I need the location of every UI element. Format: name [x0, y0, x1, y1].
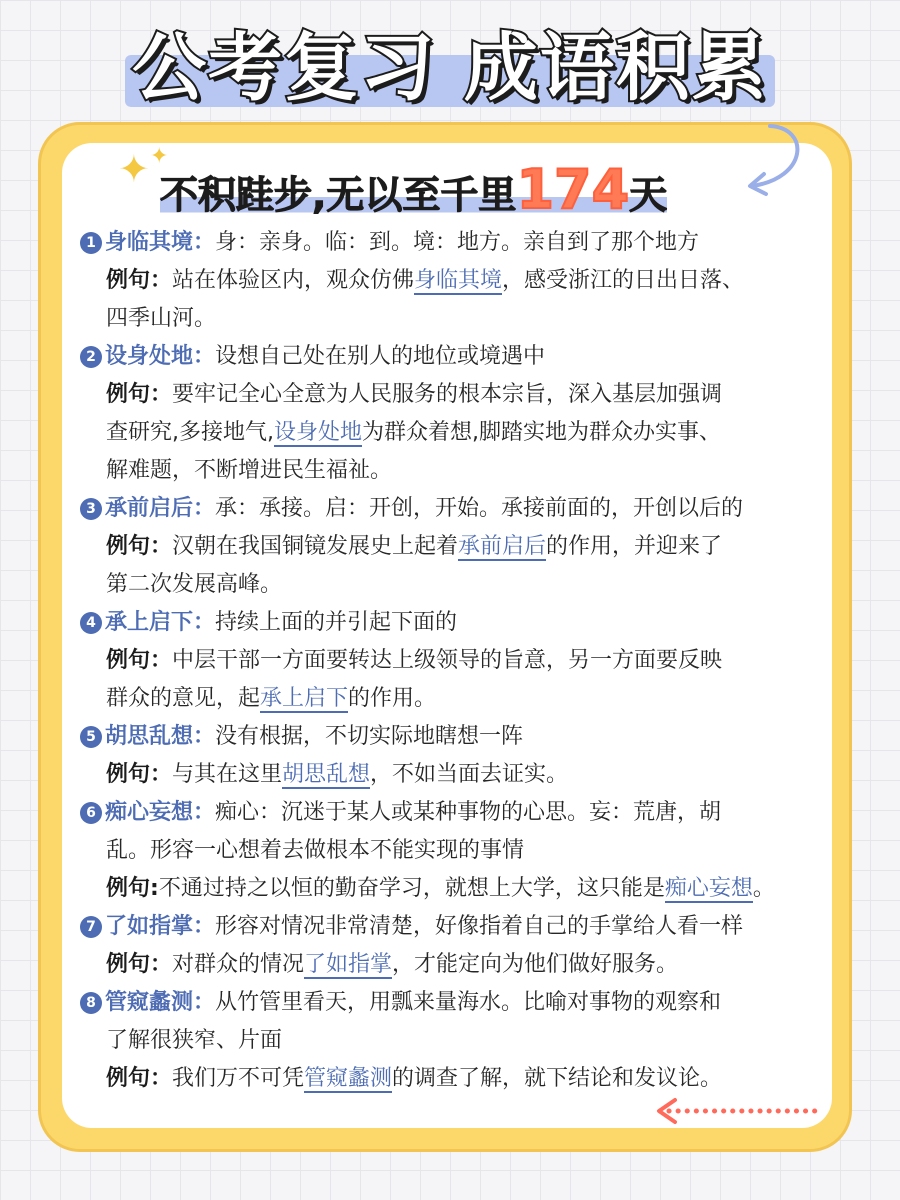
- idiom-item-7: 7 了如指掌：形容对情况非常清楚，好像指着自己的手掌给人看一样 例句：对群众的情况了如指掌，才能定向为他们做好服务。: [80, 908, 825, 984]
- sparkle-icon: ✦: [118, 147, 150, 191]
- idiom-item-4: 4 承上启下：持续上面的并引起下面的 例句：中层干部一方面要转达上级领导的旨意，另一方面要反映 群众的意见，起承上启下的作用。: [80, 604, 825, 718]
- highlighted-idiom: 胡思乱想: [282, 762, 371, 787]
- idiom-term: 设身处地：: [105, 344, 216, 369]
- idiom-definition: 从竹管里看天，用瓢来量海水。比喻对事物的观察和: [215, 990, 722, 1015]
- days-count: 174: [516, 158, 630, 221]
- example-label: 例句：: [106, 762, 173, 787]
- idiom-term: 胡思乱想：: [105, 724, 216, 749]
- idiom-item-3: 3 承前启后：承：承接。启：开创，开始。承接前面的，开创以后的 例句：汉朝在我国铜镜发展史上起着承前启后的作用，并迎来了 第二次发展高峰。: [80, 490, 825, 604]
- example-label: 例句:: [106, 876, 159, 901]
- highlighted-idiom: 痴心妄想: [664, 876, 753, 901]
- idiom-definition: 设想自己处在别人的地位或境遇中: [215, 344, 546, 369]
- number-badge: 7: [80, 916, 102, 938]
- idiom-term: 承上启下：: [105, 610, 216, 635]
- curved-arrow-icon: [730, 118, 810, 208]
- idiom-item-2: 2 设身处地：设想自己处在别人的地位或境遇中 例句：要牢记全心全意为人民服务的根本宗旨，深入基层加强调 查研究,多接地气,设身处地为群众着想,脚踏实地为群众办实事、 解难题，不断增进民生福祉。: [80, 338, 825, 490]
- highlighted-idiom: 身临其境: [414, 268, 503, 293]
- number-badge: 6: [80, 802, 102, 824]
- subtitle-prefix: 不积跬步,无以至千里: [160, 173, 517, 217]
- highlighted-idiom: 承前启后: [458, 534, 547, 559]
- idiom-definition: 痴心：沉迷于某人或某种事物的心思。妄：荒唐，胡: [215, 800, 722, 825]
- idiom-definition-cont: 了解很狭窄、片面: [106, 1028, 283, 1053]
- example-label: 例句：: [106, 382, 173, 407]
- dotted-arrow-icon: [655, 1096, 820, 1126]
- idiom-definition-cont: 乱。形容一心想着去做根本不能实现的事情: [106, 838, 525, 863]
- number-badge: 8: [80, 992, 102, 1014]
- idiom-term: 痴心妄想：: [105, 800, 216, 825]
- idiom-item-8: 8 管窥蠡测：从竹管里看天，用瓢来量海水。比喻对事物的观察和 了解很狭窄、片面 例句：我们万不可凭管窥蠡测的调查了解，就下结论和发议论。: [80, 984, 825, 1098]
- highlighted-idiom: 设身处地: [274, 420, 363, 445]
- idiom-definition: 身：亲身。临：到。境：地方。亲自到了那个地方: [215, 230, 700, 255]
- idiom-term: 承前启后：: [105, 496, 216, 521]
- idiom-term: 了如指掌：: [105, 914, 216, 939]
- highlighted-idiom: 了如指掌: [304, 952, 393, 977]
- idiom-definition: 承：承接。启：开创，开始。承接前面的，开创以后的: [215, 496, 744, 521]
- number-badge: 1: [80, 232, 102, 254]
- example-label: 例句：: [106, 648, 173, 673]
- number-badge: 2: [80, 346, 102, 368]
- idiom-term: 身临其境：: [105, 230, 216, 255]
- example-label: 例句：: [106, 268, 173, 293]
- number-badge: 3: [80, 498, 102, 520]
- page-title: 公考复习 成语积累: [132, 25, 768, 111]
- highlighted-idiom: 承上启下: [260, 686, 349, 711]
- idiom-list: [80, 224, 825, 1098]
- sparkle-small-icon: ✦: [150, 144, 169, 169]
- example-label: 例句：: [106, 1066, 173, 1091]
- idiom-item-1: 1 身临其境：身：亲身。临：到。境：地方。亲自到了那个地方 例句：站在体验区内，观众仿佛身临其境，感受浙江的日出日落、 四季山河。: [80, 224, 825, 338]
- number-badge: 5: [80, 726, 102, 748]
- highlighted-idiom: 管窥蠡测: [304, 1066, 393, 1091]
- idiom-term: 管窥蠡测：: [105, 990, 216, 1015]
- subtitle-suffix: 天: [629, 173, 668, 217]
- idiom-definition: 形容对情况非常清楚，好像指着自己的手掌给人看一样: [215, 914, 744, 939]
- number-badge: 4: [80, 612, 102, 634]
- idiom-definition: 没有根据，不切实际地瞎想一阵: [215, 724, 524, 749]
- idiom-item-6: 6 痴心妄想：痴心：沉迷于某人或某种事物的心思。妄：荒唐，胡 乱。形容一心想着去做根本不能实现的事情 例句:不通过持之以恒的勤奋学习，就想上大学，这只能是痴心妄想。: [80, 794, 825, 908]
- idiom-definition: 持续上面的并引起下面的: [215, 610, 458, 635]
- idiom-item-5: 5 胡思乱想：没有根据，不切实际地瞎想一阵 例句：与其在这里胡思乱想，不如当面去证实。: [80, 718, 825, 794]
- example-label: 例句：: [106, 952, 173, 977]
- example-label: 例句：: [106, 534, 173, 559]
- subtitle: [160, 155, 740, 225]
